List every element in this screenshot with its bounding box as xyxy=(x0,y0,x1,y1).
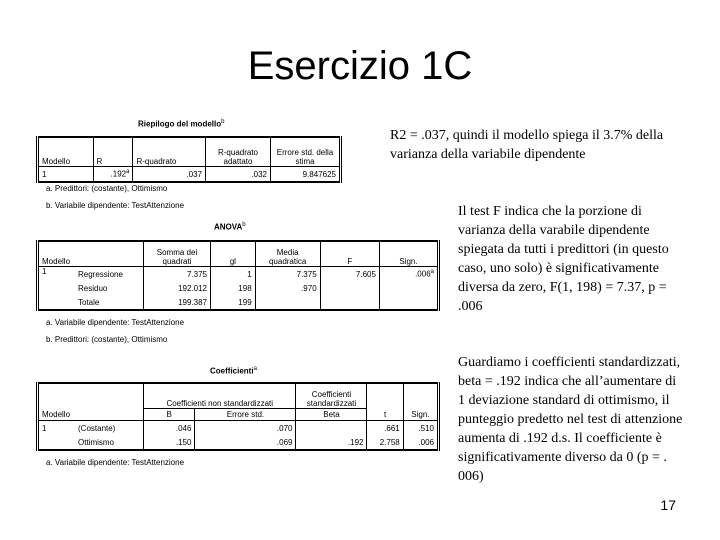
ms-header-r2-adj: R-quadrato adattato xyxy=(206,137,271,167)
anova-cell-sig xyxy=(379,267,438,282)
anova-cell-model-blank xyxy=(38,281,76,295)
anova-header-df: gl xyxy=(211,241,256,267)
coef-cell-model-blank xyxy=(38,435,76,450)
coef-cell-b: .150 xyxy=(144,435,195,450)
ms-cell-r-sup: a xyxy=(126,169,130,176)
anova-cell-model: 1 xyxy=(38,267,76,282)
anova-cell-f xyxy=(320,295,379,310)
ms-cell-r2: .037 xyxy=(133,167,206,183)
coef-cell-t: 2.758 xyxy=(367,435,403,450)
anova-cell-ss: 7.375 xyxy=(144,267,211,282)
anova-cell-df: 198 xyxy=(211,281,256,295)
note-coefficients: Guardiamo i coefficienti standardizzati, beta = .192 indica che all’aumentare di 1 deviazione standard di ottimismo, il punteggio predetto nel test di attenzione aumenta di .192 d.s. Il coefficiente è significativamente diverso da 0 (p = . 006) xyxy=(458,355,683,484)
anova-cell-ss: 199.387 xyxy=(144,295,211,310)
anova-header-f: F xyxy=(320,241,379,267)
anova-cell-sig-sup: a xyxy=(430,269,434,276)
anova-caption-text: ANOVA xyxy=(214,222,243,232)
anova-cell-ms: 7.375 xyxy=(255,267,320,282)
anova-header-ss: Somma dei quadrati xyxy=(144,241,211,267)
anova-cell-sig xyxy=(379,295,438,310)
coef-header-t: t xyxy=(367,408,403,421)
coef-caption xyxy=(210,366,257,376)
coef-cell-model: 1 xyxy=(38,421,76,436)
anova-cell-sig-value: .006 xyxy=(415,269,431,279)
ms-footnote-b: b. Variabile dipendente: TestAttenzione xyxy=(46,201,185,210)
coef-caption-text: Coefficienti xyxy=(210,366,254,376)
coef-row-label: Ottimismo xyxy=(78,437,114,447)
ms-cell-se: 9.847625 xyxy=(271,167,341,183)
anova-cell-sig xyxy=(379,281,438,295)
ms-cell-r2-adj: .032 xyxy=(206,167,271,183)
coef-header-model-top xyxy=(38,383,76,408)
anova-cell-f xyxy=(320,281,379,295)
ms-footnote-a: a. Predittori: (costante), Ottimismo xyxy=(46,184,168,193)
anova-cell-ss: 192.012 xyxy=(144,281,211,295)
anova-cell-ms xyxy=(255,295,320,310)
coef-cell-sig: .510 xyxy=(403,421,438,436)
anova-cell-f: 7.605 xyxy=(320,267,379,282)
anova-cell-ms: .970 xyxy=(255,281,320,295)
coef-cell-b: .046 xyxy=(144,421,195,436)
coef-header-t-top xyxy=(367,383,403,408)
anova-footnote-b: b. Predittori: (costante), Ottimismo xyxy=(46,335,168,344)
anova-row-label: Residuo xyxy=(78,283,108,293)
coef-header-se: Errore std. xyxy=(195,408,296,421)
coef-header-b: B xyxy=(144,408,195,421)
coef-row-label: (Costante) xyxy=(78,423,116,433)
coef-cell-sig: .006 xyxy=(403,435,438,450)
model-summary-caption-sup: b xyxy=(221,119,225,125)
anova-cell-model-blank xyxy=(38,295,76,310)
coef-footnote-a: a. Variabile dipendente: TestAttenzione xyxy=(46,458,185,467)
note-r2: R2 = .037, quindi il modello spiega il 3.7% della varianza della variabile dipendente xyxy=(390,128,664,162)
ms-header-r2: R-quadrato xyxy=(133,137,206,167)
coefficients-table xyxy=(36,382,440,451)
anova-cell-df: 199 xyxy=(211,295,256,310)
ms-cell-r xyxy=(93,167,133,183)
model-summary-caption-text: Riepilogo del modello xyxy=(138,119,222,129)
anova-header-sig: Sign. xyxy=(379,241,438,267)
coef-cell-beta: .192 xyxy=(296,435,367,450)
coef-cell-se: .070 xyxy=(195,421,296,436)
ms-cell-model: 1 xyxy=(38,167,94,183)
anova-header-blank xyxy=(75,241,144,267)
coef-group-std: Coefficienti standardizzati xyxy=(296,383,367,408)
anova-footnote-a: a. Variabile dipendente: TestAttenzione xyxy=(46,318,185,327)
page-number: 17 xyxy=(660,497,676,513)
coef-header-sig: Sign. xyxy=(403,408,438,421)
coef-header-blank-top xyxy=(75,383,144,408)
coef-header-blank xyxy=(75,408,144,421)
slide-title: Esercizio 1C xyxy=(247,44,473,88)
coef-header-sig-top xyxy=(403,383,438,408)
coef-group-unstd: Coefficienti non standardizzati xyxy=(144,383,296,408)
ms-header-model: Modello xyxy=(38,137,94,167)
coef-cell-beta xyxy=(296,421,367,436)
anova-row-label: Totale xyxy=(78,297,100,307)
ms-header-r: R xyxy=(93,137,133,167)
anova-caption xyxy=(214,222,246,232)
coef-header-beta: Beta xyxy=(296,408,367,421)
coef-cell-t: .661 xyxy=(367,421,403,436)
anova-header-model: Modello xyxy=(38,241,76,267)
anova-caption-sup: b xyxy=(242,222,246,228)
ms-header-se: Errore std. della stima xyxy=(271,137,341,167)
anova-row-label: Regressione xyxy=(78,269,123,279)
ms-cell-r-value: .192 xyxy=(110,169,127,179)
anova-cell-df: 1 xyxy=(211,267,256,282)
anova-table xyxy=(36,240,440,311)
coef-cell-se: .069 xyxy=(195,435,296,450)
note-ftest: Il test F indica che la porzione di varianza della varabile dipendente spiegata da tutti i predittori (in questo caso, uno solo) è significativamente diversa da zero, F(1, 198) = 7.37, p = .006 xyxy=(458,204,669,314)
coef-header-model: Modello xyxy=(38,408,76,421)
anova-header-ms: Media quadratica xyxy=(255,241,320,267)
model-summary-table xyxy=(36,136,342,183)
model-summary-caption xyxy=(138,119,224,129)
coef-caption-sup: a xyxy=(253,366,257,372)
